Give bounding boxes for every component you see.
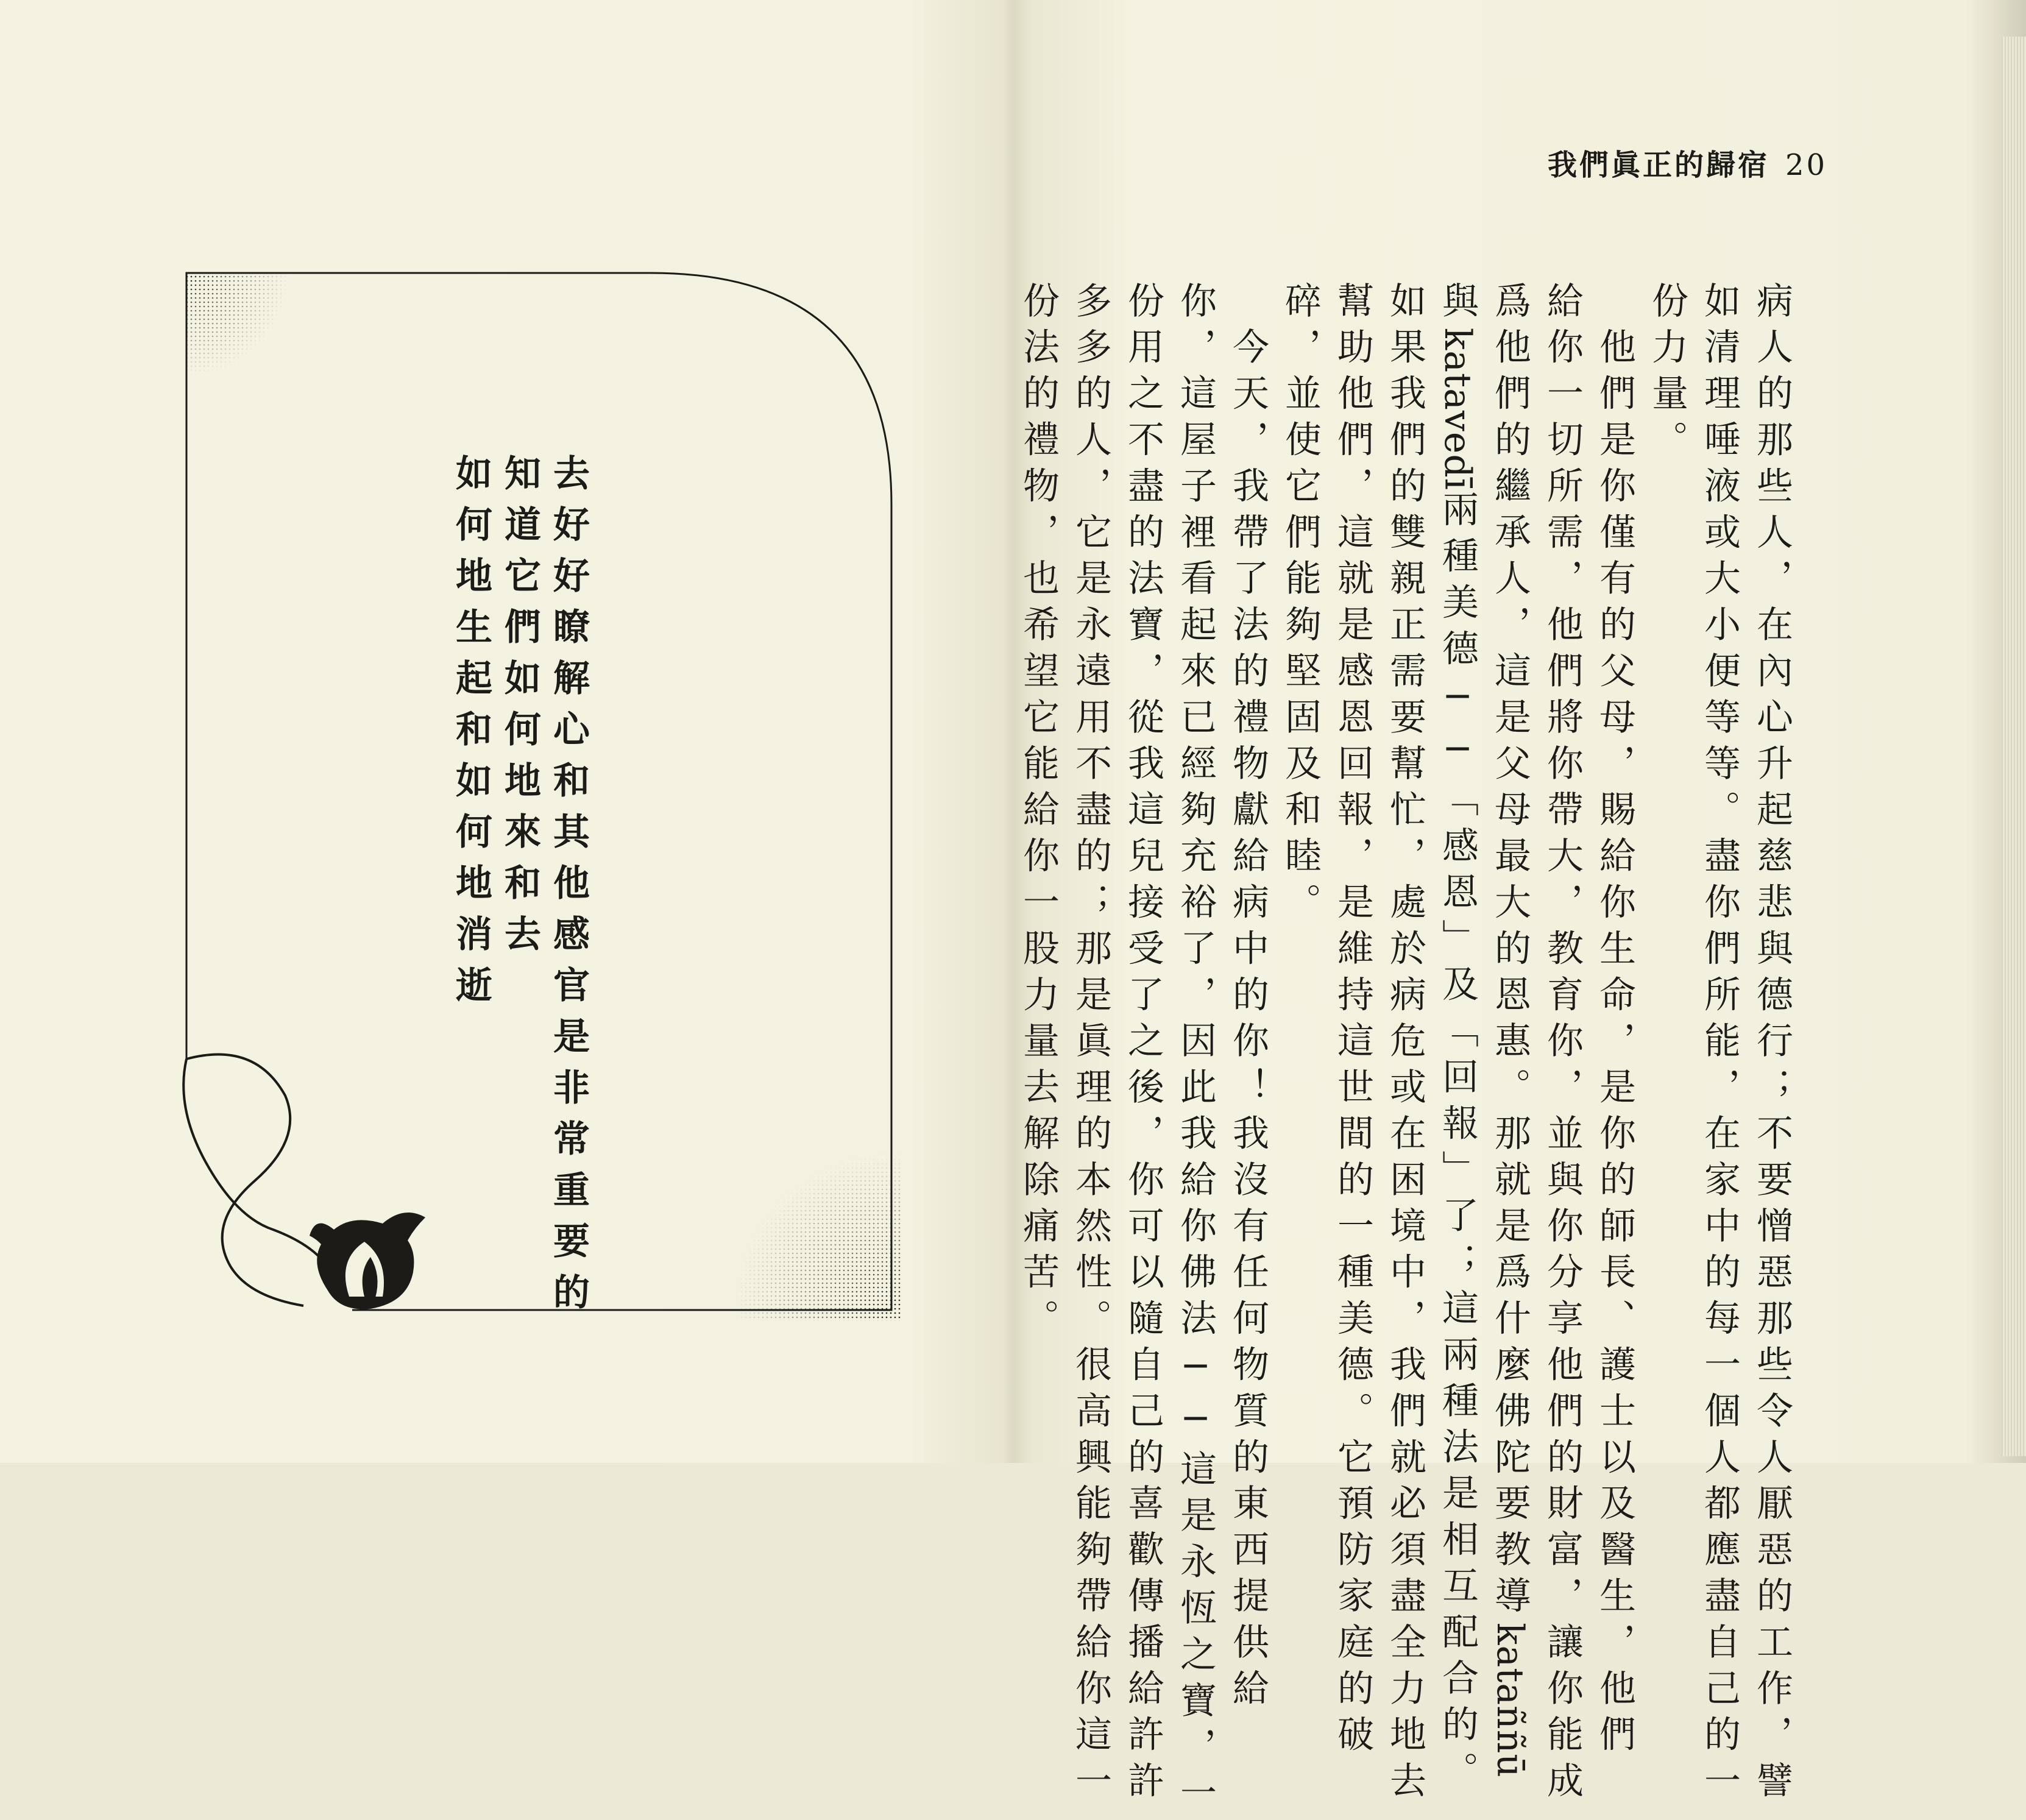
text-column: 多多的人，它是永遠用不盡的；那是眞理的本然性。很高興能夠帶給你這一 [1069, 281, 1112, 1808]
text-column [1431, 281, 1491, 1797]
text-column: 份力量。 [1646, 281, 1688, 467]
text-column: 病人的那些人，在內心升起慈悲與德行；不要憎惡那些令人厭惡的工作，譬 [1751, 281, 1793, 1808]
page-edges [2002, 37, 2026, 1456]
text-column: 他們是你僅有的父母，賜給你生命，是你的師長、護士以及醫生，他們 [1593, 281, 1636, 1762]
text-column: 如清理唾液或大小便等等。盡你們所能，在家中的每一個人都應盡自己的一 [1698, 281, 1741, 1808]
stipple-corner-top-left [186, 273, 308, 395]
text-segment: 爲他們的繼承人，這是父母最大的恩惠。那就是爲什麼佛陀要教導 [1489, 281, 1531, 1623]
text-column: 給你一切所需，他們將你帶大，教育你，並與你分享他們的財富，讓你能成 [1541, 281, 1584, 1808]
left-page [0, 0, 1005, 1463]
running-head-title: 我們眞正的歸宿 [1548, 148, 1770, 182]
text-column: 碎，並使它們能夠堅固及和睦。 [1279, 281, 1322, 929]
pali-term: kataññū [1489, 1623, 1531, 1779]
text-column: 份用之不盡的法寶，從我這兒接受了之後，你可以隨自己的喜歡傳播給許許 [1122, 281, 1164, 1808]
text-segment: 兩種美德──「感恩」及「回報」了；這兩種法是相互配合的。 [1436, 490, 1479, 1798]
lotus-bud-icon [310, 1213, 425, 1309]
text-column: 份法的禮物，也希望它能給你一股力量去解除痛苦。 [1017, 281, 1060, 1345]
text-segment: 與 [1436, 281, 1479, 328]
quote-line: 知道它們如何地來和去 [498, 454, 541, 966]
quote-line: 如何地生起和如何地消逝 [450, 454, 492, 1017]
text-column: 今天，我帶了法的禮物獻給病中的你！我沒有任何物質的東西提供給 [1227, 281, 1269, 1715]
page-number: 20 [1785, 148, 1828, 182]
text-column [1484, 281, 1543, 1778]
lotus-stem [183, 1055, 334, 1306]
quote-line: 去好好瞭解心和其他感官是非常重要的 [547, 454, 590, 1324]
pali-term: katavedī [1436, 327, 1479, 490]
text-column: 如果我們的雙親正需要幫忙，處於病危或在困境中，我們就必須盡全力地去 [1384, 281, 1426, 1808]
text-column: 你，這屋子裡看起來已經夠充裕了，因此我給你佛法──這是永恆之寶，一 [1174, 281, 1217, 1820]
text-column: 幫助他們，這就是感恩回報，是維持這世間的一種美德。它預防家庭的破 [1331, 281, 1374, 1762]
stipple-corner-bottom-right [718, 1144, 901, 1321]
running-head [1548, 141, 1827, 183]
